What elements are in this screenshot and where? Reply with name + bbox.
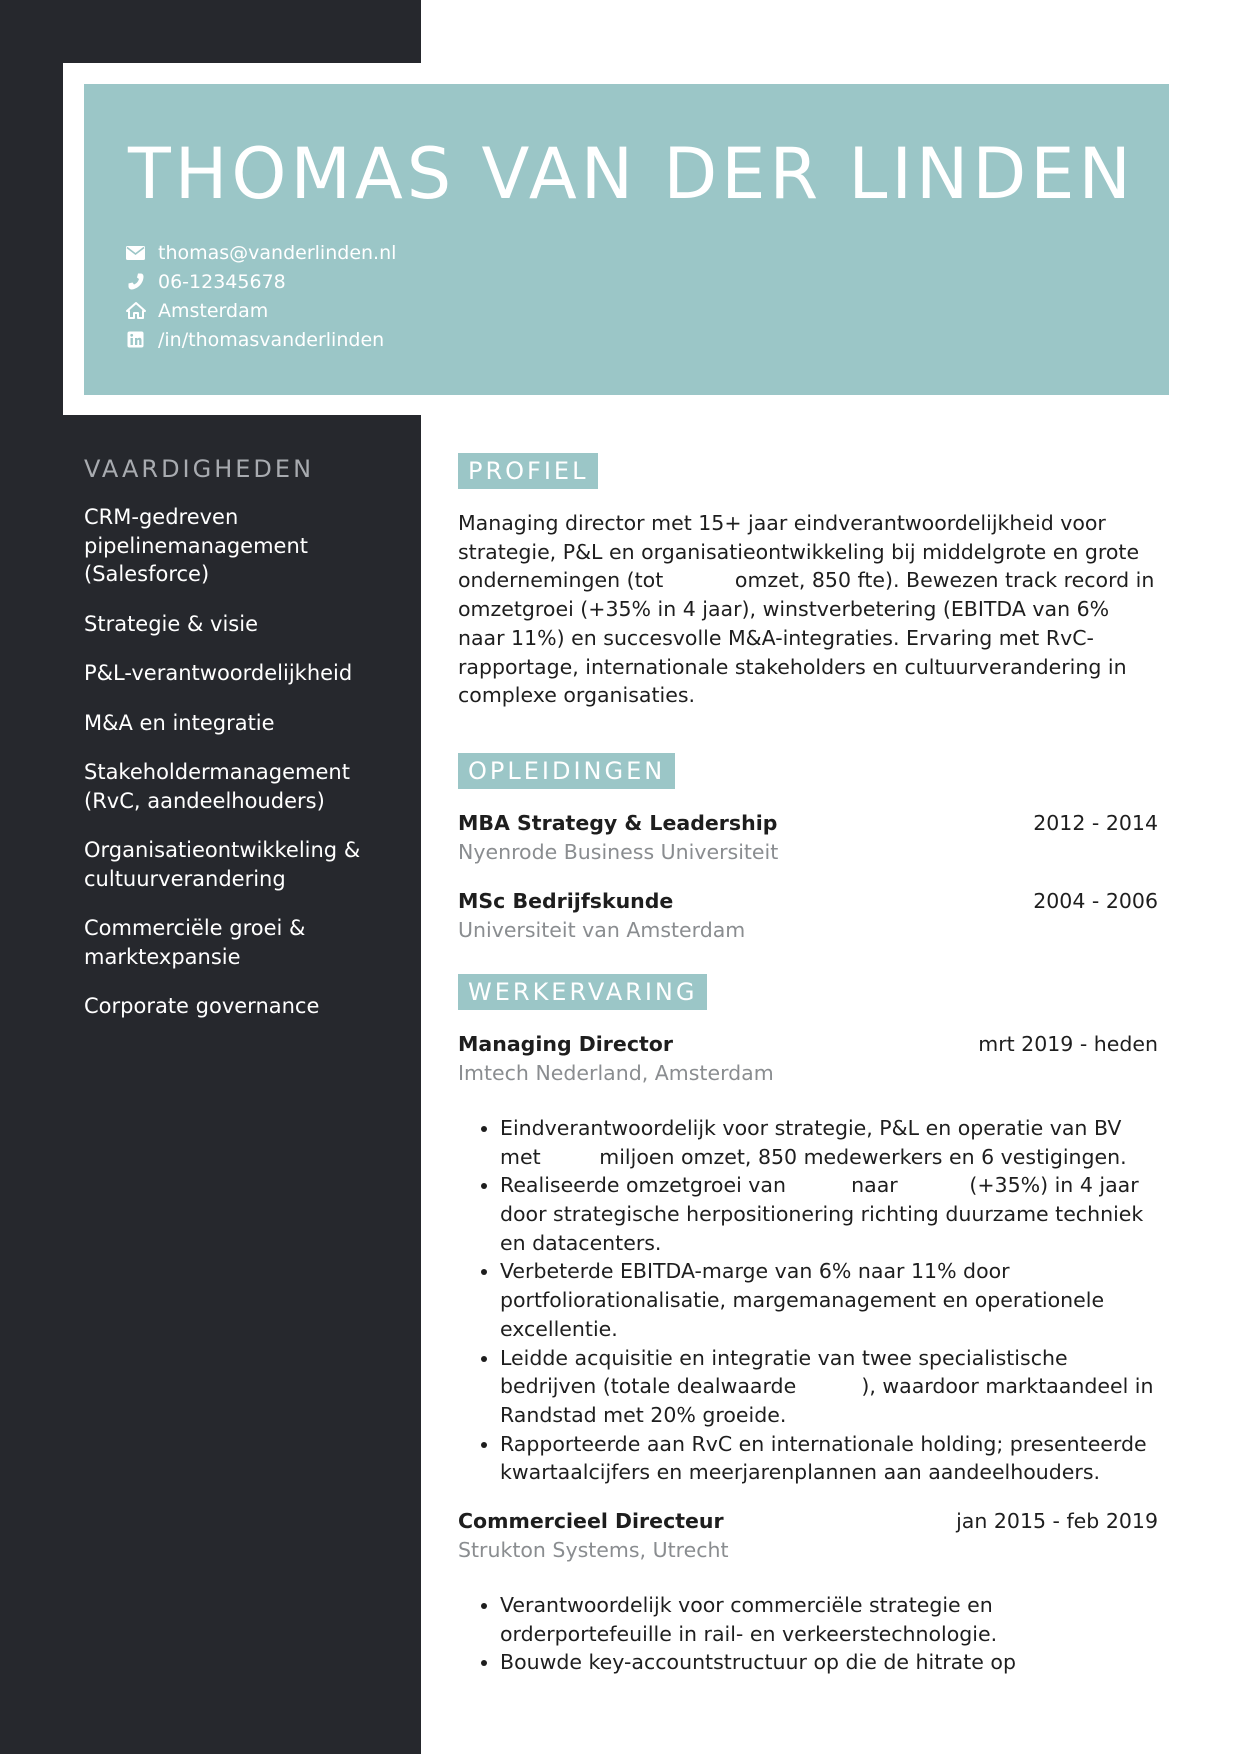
bullet-item: • Verbeterde EBITDA-marge van 6% naar 11% door portfoliorationalisatie, margemanagement en operationele excellentie. bbox=[500, 1257, 1158, 1343]
contact-email bbox=[125, 238, 396, 267]
job-bullets bbox=[458, 1591, 1158, 1677]
bullet-item: • Leidde acquisitie en integratie van twee specialistische bedrijven (totale dealwaarde ), waardoor marktaandeel in Randstad met 20% groeide. bbox=[500, 1344, 1158, 1430]
school-name: Nyenrode Business Universiteit bbox=[458, 839, 779, 864]
job-entry bbox=[458, 1030, 1161, 1487]
education-entry bbox=[458, 809, 1158, 867]
education-section bbox=[458, 753, 1158, 945]
job-bullets bbox=[458, 1114, 1161, 1487]
skill-item: CRM-gedreven pipelinemanagement (Salesforce) bbox=[84, 505, 308, 586]
skill-item: M&A en integratie bbox=[84, 710, 275, 735]
bullet-item: • Bouwde key-accountstructuur op die de hitrate op bbox=[500, 1648, 1158, 1677]
profile-title: PROFIEL bbox=[458, 453, 598, 489]
skills-heading: VAARDIGHEDEN bbox=[84, 455, 315, 483]
contact-list bbox=[125, 238, 396, 354]
contact-phone bbox=[125, 267, 396, 296]
skill-item: Strategie & visie bbox=[84, 611, 258, 636]
skill-item: Corporate governance bbox=[84, 994, 320, 1018]
envelope-icon bbox=[125, 244, 146, 262]
location-text: Amsterdam bbox=[158, 299, 269, 322]
experience-title: WERKERVARING bbox=[458, 974, 707, 1010]
bullet-item: • Verantwoordelijk voor commerciële strategie en orderportefeuille in rail- en verkeerstechnologie. bbox=[500, 1591, 1158, 1648]
skill-item: Stakeholdermanagement (RvC, aandeelhouders) bbox=[84, 760, 350, 813]
job-role: Commercieel Directeur bbox=[458, 1509, 724, 1534]
degree-title: MSc Bedrijfskunde bbox=[458, 888, 674, 913]
profile-text: Managing director met 15+ jaar eindverantwoordelijkheid voor strategie, P&L en organisatieontwikkeling bij middelgrote en grote ondernemingen (tot omzet, 850 fte). Bewezen track record in omzetgroei (+35% in 4 jaar), winstverbetering (EBITDA van 6% naar 11%) en succesvolle M&A-integraties. Ervaring met RvC-rapportage, internationale stakeholders en cultuurverandering in complexe organisaties. bbox=[458, 511, 1161, 708]
linkedin-text[interactable]: /in/thomasvanderlinden bbox=[158, 328, 385, 351]
linkedin-icon bbox=[125, 331, 146, 349]
job-dates: jan 2015 - feb 2019 bbox=[956, 1509, 1158, 1534]
experience-section bbox=[458, 974, 1161, 1677]
school-name: Universiteit van Amsterdam bbox=[458, 917, 746, 942]
degree-dates: 2012 - 2014 bbox=[1033, 810, 1158, 835]
bullet-item: • Realiseerde omzetgroei van naar (+35%) in 4 jaar door strategische herpositionering richting duurzame techniek en datacenters. bbox=[500, 1171, 1158, 1257]
bullet-item: • Eindverantwoordelijk voor strategie, P&L en operatie van BV met miljoen omzet, 850 medewerkers en 6 vestigingen. bbox=[500, 1114, 1158, 1171]
phone-text[interactable]: 06-12345678 bbox=[158, 270, 286, 293]
candidate-name: THOMAS VAN DER LINDEN bbox=[128, 133, 1135, 215]
job-company: Strukton Systems, Utrecht bbox=[458, 1538, 729, 1563]
job-entry bbox=[458, 1507, 1158, 1677]
degree-title: MBA Strategy & Leadership bbox=[458, 810, 778, 835]
job-dates: mrt 2019 - heden bbox=[978, 1031, 1158, 1056]
education-entry bbox=[458, 887, 1158, 945]
contact-location bbox=[125, 296, 396, 325]
job-company: Imtech Nederland, Amsterdam bbox=[458, 1060, 774, 1085]
home-icon bbox=[125, 302, 146, 320]
phone-icon bbox=[125, 273, 146, 291]
contact-linkedin bbox=[125, 325, 396, 354]
degree-dates: 2004 - 2006 bbox=[1033, 888, 1158, 913]
main-content bbox=[458, 453, 1161, 1677]
education-title: OPLEIDINGEN bbox=[458, 753, 675, 789]
skill-item: P&L-verantwoordelijkheid bbox=[84, 661, 353, 685]
skill-item: Commerciële groei & marktexpansie bbox=[84, 916, 306, 969]
job-role: Managing Director bbox=[458, 1031, 673, 1056]
skills-sidebar bbox=[84, 452, 384, 1042]
skill-item: Organisatieontwikkeling & cultuurverandering bbox=[84, 838, 361, 891]
bullet-item: • Rapporteerde aan RvC en internationale holding; presenteerde kwartaalcijfers en meerjarenplannen aan aandeelhouders. bbox=[500, 1430, 1158, 1487]
email-text[interactable]: thomas@vanderlinden.nl bbox=[158, 241, 397, 264]
profile-section bbox=[458, 453, 1161, 710]
